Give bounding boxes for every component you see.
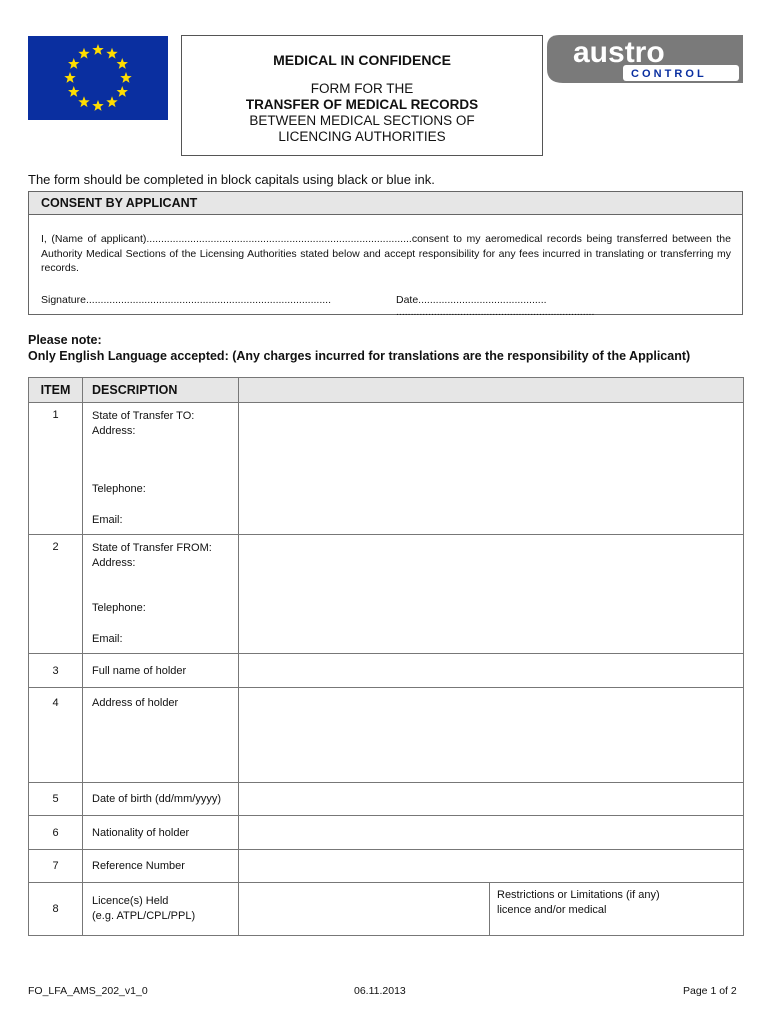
item-number: 8 — [29, 883, 83, 936]
row-label: State of Transfer FROM: — [92, 542, 212, 554]
footer-form-id: FO_LFA_AMS_202_v1_0 — [28, 985, 148, 997]
consent-heading: CONSENT BY APPLICANT — [29, 192, 742, 215]
holder-address-entry-field[interactable] — [239, 688, 744, 783]
note-heading: Please note: — [28, 333, 102, 347]
eu-flag-icon — [28, 36, 168, 120]
table-row — [29, 688, 744, 783]
item-number: 7 — [29, 850, 83, 883]
item-description — [83, 403, 239, 535]
form-subtitle-3: BETWEEN MEDICAL SECTIONS OF — [249, 113, 475, 128]
reference-number-entry-field[interactable] — [239, 850, 744, 883]
form-subtitle-2: TRANSFER OF MEDICAL RECORDS — [245, 97, 479, 112]
item-number: 4 — [29, 688, 83, 783]
austro-control-logo — [545, 35, 743, 85]
row-label: Telephone: — [92, 483, 146, 495]
item-description — [83, 883, 239, 936]
transfer-from-entry-field[interactable] — [239, 535, 744, 654]
instruction-text: The form should be completed in block capitals using black or blue ink. — [28, 172, 435, 187]
holder-name-entry-field[interactable] — [239, 654, 744, 688]
licence-entry-field[interactable] — [239, 883, 490, 936]
item-number: 1 — [29, 403, 83, 535]
footer-page-number: Page 1 of 2 — [683, 985, 737, 997]
logo-sub: C O N T R O L — [631, 68, 704, 80]
nationality-entry-field[interactable] — [239, 816, 744, 850]
item-number: 5 — [29, 783, 83, 816]
table-row — [29, 883, 744, 936]
row-label: (e.g. ATPL/CPL/PPL) — [92, 910, 196, 922]
restrictions-cell[interactable] — [490, 883, 744, 936]
row-label: Email: — [92, 633, 123, 645]
logo-word: austro — [573, 36, 665, 69]
restrictions-label: Restrictions or Limitations (if any) — [497, 889, 660, 901]
item-number: 3 — [29, 654, 83, 688]
footer-date: 06.11.2013 — [354, 985, 406, 997]
table-header-row — [29, 378, 744, 403]
items-table — [28, 377, 744, 936]
item-description: Full name of holder — [83, 654, 239, 688]
table-row — [29, 535, 744, 654]
table-row — [29, 654, 744, 688]
item-description: Address of holder — [83, 688, 239, 783]
restrictions-sublabel: licence and/or medical — [497, 904, 607, 916]
form-subtitle-4: LICENCING AUTHORITIES — [278, 129, 446, 144]
row-label: Address: — [92, 557, 136, 569]
row-label: Licence(s) Held — [92, 895, 169, 907]
consent-section — [28, 191, 743, 318]
row-label: Address: — [92, 425, 136, 437]
col-item-header: ITEM — [29, 378, 83, 403]
col-description-header: DESCRIPTION — [83, 378, 239, 403]
table-row — [29, 403, 744, 535]
row-label: Email: — [92, 514, 123, 526]
col-entry-header — [239, 378, 744, 403]
form-title: MEDICAL IN CONFIDENCE — [273, 52, 451, 68]
item-description — [83, 535, 239, 654]
row-label: Telephone: — [92, 602, 146, 614]
table-row — [29, 850, 744, 883]
transfer-to-entry-field[interactable] — [239, 403, 744, 535]
signature-field[interactable]: Signature.................................................................................... — [41, 294, 331, 306]
date-of-birth-entry-field[interactable] — [239, 783, 744, 816]
date-field[interactable]: Date............................................ .................................................................... — [396, 294, 595, 318]
title-box — [181, 35, 543, 156]
row-label: State of Transfer TO: — [92, 410, 195, 422]
table-row — [29, 783, 744, 816]
item-number: 2 — [29, 535, 83, 654]
item-description: Nationality of holder — [83, 816, 239, 850]
form-subtitle-1: FORM FOR THE — [310, 81, 414, 96]
table-row — [29, 816, 744, 850]
item-description: Reference Number — [83, 850, 239, 883]
consent-statement: I, (Name of applicant)...........................................................................................consent to my aeromedical records being transferred between the Authority Medical Sections of the Licensing Authorities stated below and accept responsibility for any fees incurred in translating or transferring my records. — [41, 233, 731, 274]
note-text: Only English Language accepted: (Any charges incurred for translations are the responsibility of the Applicant) — [28, 349, 691, 363]
item-number: 6 — [29, 816, 83, 850]
item-description: Date of birth (dd/mm/yyyy) — [83, 783, 239, 816]
